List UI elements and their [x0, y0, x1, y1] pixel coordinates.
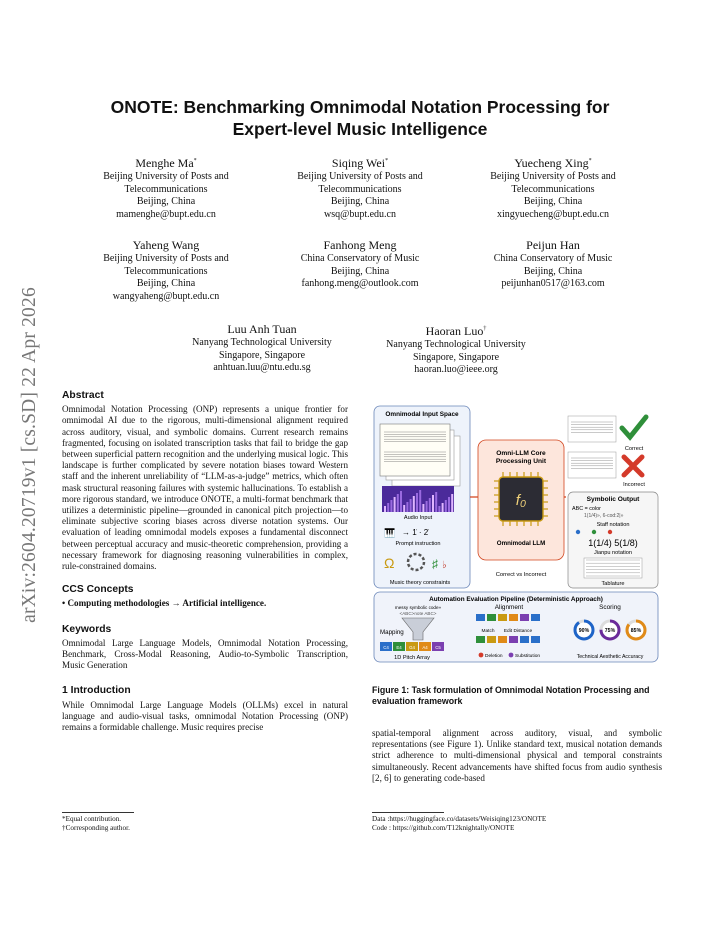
tablature-label: Tablature [601, 581, 625, 587]
footnote-rule-right [372, 812, 444, 813]
abc-note-label: <ABC>note ABC> [399, 611, 437, 616]
spectrogram-bar [394, 497, 396, 512]
author-affiliation-line: Beijing University of Posts and [297, 171, 423, 182]
deletion-label: Deletion [485, 654, 503, 659]
author-2 [265, 154, 455, 221]
score-gauges [575, 621, 645, 639]
gauge-value: 75% [604, 628, 616, 634]
author-name: Yaheng Wang [132, 238, 200, 252]
edit-distance-label: Edit Distance [503, 629, 533, 634]
spectrogram-bar [429, 498, 431, 512]
flat-icon: ♭ [442, 560, 447, 571]
align-block-bottom [498, 636, 507, 643]
spectrogram-bar [435, 492, 437, 512]
tablature-image [584, 558, 642, 578]
sharp-icon: ♯ [432, 557, 438, 571]
footnote-rule-left [62, 812, 134, 813]
align-block-top [531, 614, 540, 621]
align-block-bottom [487, 636, 496, 643]
mapping-label: Mapping [380, 629, 404, 636]
symbolic-output-label: Symbolic Output [586, 496, 640, 503]
pitch-array [380, 642, 444, 651]
chip-label: f₀ [515, 492, 527, 509]
author-affiliation-line: Beijing University of Posts and [103, 253, 229, 264]
right-text: spatial-temporal alignment across auditory, visual, and symbolic representations (see Figure 1). Unlike standard text, musical notation demands strict adherence to multi-dimensional physical and temporal constraints simultaneously. Recent advancements have shifted focus from audio synthesis [2, 6] to generating code-based [372, 728, 662, 783]
left-column [62, 390, 348, 733]
paper-title: ONOTE: Benchmarking Omnimodal Notation Processing for Expert-level Music Intelligence [110, 97, 610, 139]
align-block-bottom [476, 636, 485, 643]
pitch-cell-label: G4 [409, 645, 415, 650]
gauge-value: 90% [578, 628, 590, 634]
spectrogram-bar [390, 500, 392, 512]
align-block-top [476, 614, 485, 621]
align-block-bottom [509, 636, 518, 643]
pitch-cell-label: C4 [383, 645, 389, 650]
figure-1 [372, 402, 662, 664]
cross-icon [624, 457, 642, 475]
spectrogram-bar [384, 506, 386, 512]
author-affiliation-line: Beijing, China [523, 196, 583, 207]
author-mark: * [588, 158, 592, 164]
author-mark: * [193, 158, 197, 164]
author-affiliation-line: Beijing, China [330, 196, 390, 207]
author-8 [361, 322, 551, 377]
author-affiliation-line: anhtuan.luu@ntu.edu.sg [213, 362, 311, 373]
intro-heading: 1 Introduction [62, 685, 131, 697]
align-block-top [520, 614, 529, 621]
spectrogram-bar [422, 504, 424, 512]
correct-vs-incorrect-label: Correct vs Incorrect [495, 572, 547, 578]
author-affiliation-line: mamenghe@bupt.edu.cn [116, 208, 216, 220]
spectrogram-bar [426, 501, 428, 512]
author-affiliation-line: peijunhan0517@163.com [501, 278, 605, 289]
dot-blue [576, 530, 580, 534]
author-affiliation-line: Telecommunications [124, 183, 208, 195]
spectrogram-bar [448, 497, 450, 512]
alignment-label: Alignment [494, 604, 524, 611]
audio-input-label: Audio Input [403, 515, 433, 521]
prompt-instruction-label: Prompt instruction [395, 541, 441, 547]
align-block-top [509, 614, 518, 621]
right-column [372, 728, 662, 784]
correct-sample-sheet [568, 416, 616, 442]
jianpu-glyph: 1(1/4) 5(1/8) [588, 538, 638, 548]
incorrect-sample-sheet [568, 452, 616, 478]
author-affiliation-line: Telecommunications [318, 183, 402, 195]
author-affiliation-line: Beijing, China [136, 278, 196, 289]
author-name: Peijun Han [526, 238, 580, 252]
input-space-label: Omnimodal Input Space [385, 411, 459, 418]
score-sheet-front [380, 424, 450, 476]
abc-line: ABC = color [572, 506, 601, 512]
abstract-heading: Abstract [62, 390, 104, 401]
author-affiliation-line: China Conservatory of Music [300, 253, 420, 264]
check-icon [622, 417, 646, 437]
match-label: Match [481, 629, 495, 634]
arxiv-identifier: arXiv:2604.20719v1 [cs.SD] 22 Apr 2026 [19, 287, 40, 623]
spectrogram-bar [400, 491, 402, 512]
spectrogram-bar [387, 503, 389, 512]
spectrogram-bar [406, 502, 408, 512]
author-affiliation-line: Nanyang Technological University [192, 337, 332, 348]
omega-icon: Ω [384, 555, 395, 571]
author-affiliation-line: Beijing, China [523, 265, 583, 277]
gauge-value: 85% [630, 628, 642, 634]
author-affiliation-line: xingyuecheng@bupt.edu.cn [497, 208, 609, 220]
pitch-cell-label: E4 [396, 645, 402, 650]
pitch-array-label: 1D Pitch Array [394, 655, 430, 661]
spectrogram-bar [397, 494, 399, 512]
spectrogram-bar [416, 493, 418, 512]
author-5 [265, 238, 455, 291]
author-affiliation-line: China Conservatory of Music [493, 253, 613, 264]
align-block-top [498, 614, 507, 621]
spectrogram-bar [432, 495, 434, 512]
pitch-cell-label: C5 [435, 645, 441, 650]
intro-text: While Omnimodal Large Language Models (OLLMs) excel in natural language and audio-visual tasks, omnimodal Notation Processing (ONP) remains a formidable challenge. Music requires precise [62, 699, 348, 733]
scoring-label: Scoring [599, 604, 621, 611]
staff-notation-label: Staff notation [596, 522, 630, 528]
author-affiliation-line: wsq@bupt.edu.cn [324, 208, 396, 220]
spectrogram-bar [438, 506, 440, 512]
figure-caption: Figure 1: Task formulation of Omnimodal Notation Processing and evaluation framework [372, 685, 650, 706]
spectrogram-bar [403, 505, 405, 512]
author-1 [71, 154, 261, 221]
spectrogram-bar [442, 503, 444, 512]
piano-icon: 🎹 [384, 528, 396, 538]
align-block-bottom [520, 636, 529, 643]
author-mark: * [385, 158, 389, 164]
align-block-top [487, 614, 496, 621]
spectrogram-bar [413, 496, 415, 512]
substitution-label: Substitution [515, 654, 541, 659]
author-affiliation-line: Beijing University of Posts and [490, 171, 616, 182]
ccs-text: • Computing methodologies → Artificial intelligence. [62, 598, 267, 609]
spectrogram-bar [410, 499, 412, 512]
author-affiliation-line: Beijing, China [330, 265, 390, 277]
theory-constraints-label: Music theory constraints [389, 580, 451, 586]
author-3 [458, 154, 648, 221]
abc-code: 1(1/4)», 6-cod:2|» [584, 513, 624, 519]
author-affiliation-line: Nanyang Technological University [386, 339, 526, 350]
pipeline-title: Automation Evaluation Pipeline (Deterministic Approach) [429, 596, 603, 603]
spectrogram-bar [445, 500, 447, 512]
dot-green [592, 530, 596, 534]
abstract-text: Omnimodal Notation Processing (ONP) represents a unique frontier for omnimodal AI due to the rigorous, multi-dimensional alignment required across auditory, visual, and symbolic domains. Current research remains fragmented, focusing on isolated transcription tasks that fail to bridge the gap between superficial pattern recognition and the underlying musical logic. This landscape is further complicated by severe notation biases toward Western staff and the inherent unreliability of “LLM-as-a-judge” metrics, which often mask structural reasoning failures with systemic hallucinations. To establish a more rigorous standard, we introduce ONOTE, a multi-format benchmark that utilizes a deterministic pipeline—grounded in canonical pitch projection—to eliminate subjective scoring biases across diverse notation systems. Our evaluation of leading omnimodal models exposes a fundamental disconnect between perceptual accuracy and music-theoretic comprehension, providing a necessary framework for diagnosing reasoning vulnerabilities in complex, rule-constrained domains. [62, 404, 348, 572]
align-block-bottom [531, 636, 540, 643]
footnotes-right: Data :https://huggingface.co/datasets/Weisiqing123/ONOTE Code : https://github.com/T12knightally/ONOTE [372, 815, 547, 832]
correct-label: Correct [624, 446, 644, 452]
author-affiliation-line: wangyaheng@bupt.edu.cn [112, 290, 220, 302]
footnotes-left: *Equal contribution. †Corresponding author. [62, 815, 130, 832]
omni-llm-label: Omnimodal LLM [496, 540, 546, 547]
author-affiliation-line: haoran.luo@ieee.org [414, 364, 498, 375]
author-7 [167, 322, 357, 375]
ccs-heading: CCS Concepts [62, 584, 134, 596]
keywords-text: Omnimodal Large Language Models, Omnimodal Notation Processing, Benchmark, Cross-Modal Reasoning, Audio-to-Symbolic Transcription, Music Generation [62, 637, 348, 671]
author-name: Fanhong Meng [323, 238, 397, 252]
deletion-dot [479, 653, 484, 658]
incorrect-label: Incorrect [623, 482, 645, 488]
author-name: Luu Anh Tuan [227, 322, 297, 336]
author-affiliation-line: Beijing University of Posts and [103, 171, 229, 182]
prompt-glyph: → 1̇ · 2̇ [402, 528, 429, 537]
messy-code-label: messy symbolic code» [394, 605, 442, 610]
keywords-heading: Keywords [62, 623, 112, 635]
author-affiliation-line: Telecommunications [124, 265, 208, 277]
core-title-2: Processing Unit [495, 458, 547, 465]
core-title-1: Omni-LLM Core [496, 450, 546, 457]
author-mark: † [483, 326, 487, 332]
author-affiliation-line: Beijing, China [136, 196, 196, 207]
author-6 [458, 238, 648, 291]
author-affiliation-line: Telecommunications [511, 183, 595, 195]
author-name: Yuecheng Xing [514, 156, 589, 170]
spectrogram-bar [451, 494, 453, 512]
spectrogram-bar [419, 490, 421, 512]
author-affiliation-line: fanhong.meng@outlook.com [301, 278, 419, 289]
author-4 [71, 238, 261, 303]
jianpu-notation-label: Jianpu notation [594, 550, 632, 556]
substitution-dot [509, 653, 514, 658]
author-name: Siqing Wei [331, 156, 386, 170]
author-affiliation-line: Singapore, Singapore [412, 351, 500, 363]
dot-red [608, 530, 612, 534]
gauge-caption: Technical Aesthetic Accuracy [576, 654, 644, 660]
author-name: Haoran Luo [425, 324, 484, 338]
author-name: Menghe Ma [135, 156, 194, 170]
author-affiliation-line: Singapore, Singapore [218, 349, 306, 361]
pitch-cell-label: A4 [422, 645, 428, 650]
